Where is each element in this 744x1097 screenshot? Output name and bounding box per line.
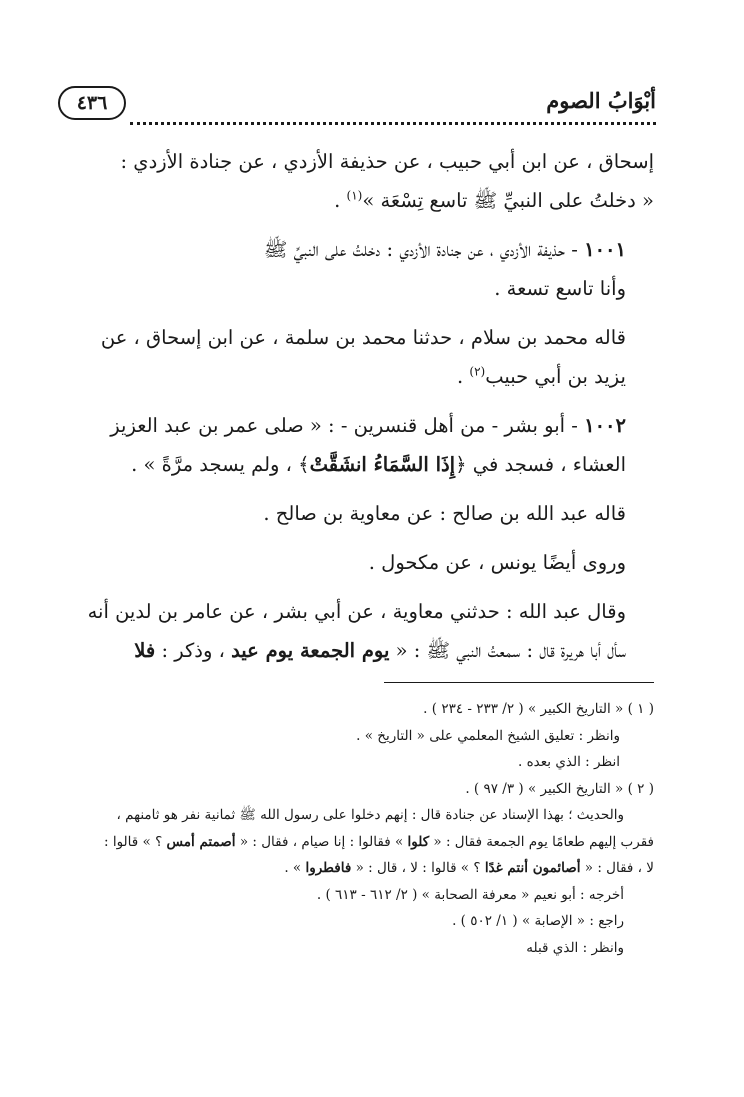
paragraph-6-line-1: وروى أيضًا يونس ، عن مكحول . — [368, 551, 626, 574]
fn-text: » . — [284, 860, 302, 876]
paragraph-3-line-2 — [86, 357, 654, 396]
fn-text: فقرب إليهم طعامًا يوم الجمعة فقال : « — [433, 833, 654, 850]
page-header — [58, 82, 656, 128]
footnote-ref-2[interactable]: (٢) — [469, 364, 486, 379]
footnote-2-hadith-line-1: والحديث ؛ بهذا الإسناد عن جنادة قال : إنهم دخلوا على رسول الله ﷺ ثمانية نفر هو ثامنهم ، — [116, 807, 624, 823]
footnote-ref-1[interactable]: (١) — [346, 188, 363, 203]
paragraph-1-line-2 — [86, 181, 654, 220]
fn-bold: أصمتم أمس — [166, 833, 236, 850]
line-end: . — [456, 365, 464, 388]
paragraph-5 — [86, 494, 654, 533]
paragraph-1001-line-1 — [86, 230, 654, 269]
hadith-bold: فلا — [134, 639, 156, 662]
fn-bold: فافطروا — [305, 860, 352, 876]
main-text — [86, 142, 654, 680]
paragraph-7-line-1: وقال عبد الله : حدثني معاوية ، عن أبي بشر ، عن عامر بن لدين أنه — [87, 600, 626, 623]
paragraph-1001-line-2: وأنا تاسع تسعة . — [494, 277, 626, 300]
hadith-bold: يوم الجمعة يوم عيد — [231, 639, 390, 662]
fn-text: ؟ » قالوا : لا ، قال : « — [355, 860, 481, 876]
paragraph-1 — [86, 142, 654, 220]
paragraph-1-line-1: إسحاق ، عن ابن أبي حبيب ، عن حذيفة الأزدي ، عن جنادة الأزدي : — [120, 150, 654, 173]
paragraph-1002-line-1 — [86, 406, 654, 445]
entry-number-1001: ١٠٠١ — [584, 238, 626, 261]
fn-text: ؟ » قالوا : — [103, 833, 163, 850]
footnote-1-see: انظر : الذي بعده . — [518, 754, 620, 770]
page-number-badge — [58, 86, 126, 120]
entry-number-1002: ١٠٠٢ — [584, 414, 626, 437]
paragraph-7 — [86, 592, 654, 670]
quote-text: « دخلتُ على النبيِّ ﷺ تاسع تِسْعَة » — [362, 189, 654, 212]
paragraph-1002-line-2 — [86, 445, 654, 484]
page-number: ٤٣٦ — [76, 92, 108, 114]
text-part: ﴾ ، ولم يسجد مرَّةً » . — [131, 453, 310, 476]
footnotes — [84, 696, 654, 961]
paragraph-7-line-2 — [86, 631, 654, 670]
paragraph-6 — [86, 543, 654, 582]
text-part: ، وذكر : — [161, 639, 225, 662]
footnote-2-source: أخرجه : أبو نعيم « معرفة الصحابة » ( ٢/ ٦١٢ - ٦١٣ ) . — [316, 886, 624, 903]
footnote-1: ( ١ ) « التاريخ الكبير » ( ٢/ ٢٣٣ - ٢٣٤ ) . — [423, 701, 654, 717]
entry-text: - أبو بشر - من أهل قنسرين - : « صلى عمر بن عبد العزيز — [110, 414, 578, 437]
text-part: سأل أبا هريرة قال : سمعتُ النبي ﷺ : « — [395, 639, 626, 662]
footnote-2-refer: راجع : « الإصابة » ( ١/ ٥٠٢ ) . — [452, 913, 624, 929]
entry-text: - حذيفة الأزدي ، عن جنادة الأزدي : دخلتُ على النبيِّ ﷺ — [263, 238, 578, 261]
paragraph-1002 — [86, 406, 654, 484]
text-part: العشاء ، فسجد في ﴿ — [455, 453, 626, 476]
paragraph-5-line-1: قاله عبد الله بن صالح : عن معاوية بن صالح . — [263, 502, 626, 525]
quran-verse: إِذَا السَّمَاءُ انشَقَّتْ — [309, 453, 456, 476]
paragraph-3-line-1: قاله محمد بن سلام ، حدثنا محمد بن سلمة ، عن ابن إسحاق ، عن — [100, 326, 626, 349]
footnote-1-see-also: وانظر : تعليق الشيخ المعلمي على « التاريخ » . — [356, 727, 620, 744]
footnote-2-see: وانظر : الذي قبله — [526, 939, 624, 956]
line-end: . — [334, 189, 341, 212]
fn-bold: أصائمون أنتم غدًا — [484, 860, 581, 876]
fn-text: لا ، فقال : « — [584, 860, 654, 876]
footnote-2-hadith-line-3 — [84, 855, 654, 882]
footnote-separator — [384, 682, 654, 683]
narrator-text: يزيد بن أبي حبيب — [485, 365, 626, 388]
paragraph-3 — [86, 318, 654, 396]
fn-bold: كلوا — [407, 833, 430, 850]
header-dotted-rule — [130, 122, 656, 125]
footnote-2-hadith-line-2 — [84, 829, 654, 856]
running-title: أبْوَابُ الصوم — [546, 88, 656, 113]
paragraph-1001 — [86, 230, 654, 308]
footnote-2: ( ٢ ) « التاريخ الكبير » ( ٣/ ٩٧ ) . — [465, 780, 654, 797]
fn-text: » فقالوا : إنا صيام ، فقال : « — [239, 833, 404, 850]
